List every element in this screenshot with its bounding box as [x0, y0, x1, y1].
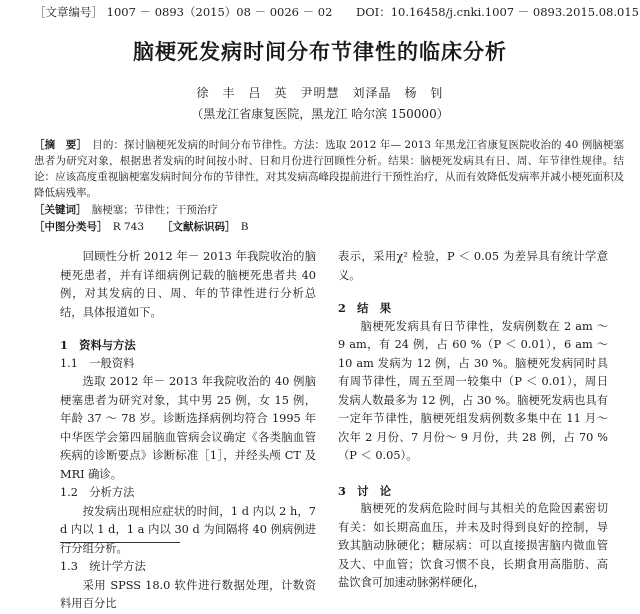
section-1-2-paragraph: 按发病出现相应症状的时间，1 d 内以 2 h，7 d 内以 1 d，1 a 内以 30 d 为间隔将 40 例病例进行分组分析。 [60, 504, 316, 555]
classification [34, 219, 249, 234]
paper-title: 脑梗死发病时间分布节律性的临床分析 [133, 39, 507, 64]
section-1-1-paragraph: 选取 2012 年－ 2013 年我院收治的 40 例脑梗塞患者为研究对象，其中男 25 例，女 15 例，年龄 37 ～ 78 岁。诊断选择病例均符合 1995 年中华医学会第四届脑血管病会议确定《各类脑血管疾病的诊断要点》诊断标准［1］，并经头颅 CT 及 MRI 确诊。 [60, 375, 316, 481]
clc-label: ［中图分类号］ [34, 221, 103, 233]
right-column [338, 248, 608, 593]
section-3-heading: 3 讨 论 [338, 483, 392, 498]
keywords-label: ［关键词］ [34, 204, 82, 216]
section-1-heading: 1 资料与方法 [60, 338, 136, 352]
abstract [34, 137, 624, 201]
affiliation: （黑龙江省康复医院，黑龙江 哈尔滨 150000） [191, 107, 449, 121]
keywords-text: 脑梗塞；节律性；干预治疗 [81, 204, 218, 216]
abstract-label: ［摘 要］ [34, 139, 82, 151]
section-2-heading: 2 结 果 [338, 301, 392, 315]
intro-paragraph: 回顾性分析 2012 年－ 2013 年我院收治的脑梗死患者，并有详细病例记载的脑梗死患者共 40 例，对其发病的日、周、年的节律性进行分析总结，具体报道如下。 [60, 250, 316, 319]
clc-value: R 743 [102, 221, 145, 233]
doc-code-label: ［文献标识码］ [162, 221, 231, 233]
article-number: ［文章编号］ 1007 － 0893（2015）08 － 0026 － 02 [34, 5, 333, 19]
section-1-3-heading: 1.3 统计学方法 [60, 560, 146, 573]
doi: DOI：10.16458/j.cnki.1007 － 0893.2015.08.015 [356, 5, 639, 19]
section-1-3-paragraph: 采用 SPSS 18.0 软件进行数据处理，计数资料用百分比 [60, 578, 316, 610]
stats-continuation: 表示，采用χ² 检验，P ＜ 0.05 为差异具有统计学意义。 [338, 250, 608, 282]
left-column [60, 248, 316, 614]
results-paragraph: 脑梗死发病具有日节律性，发病例数在 2 am ～ 9 am，有 24 例，占 60 %（P ＜ 0.01），6 am ～ 10 am 发病为 12 例，占 30 %。脑梗死发病同时具有周节律性，周五至周一较集中（P ＜ 0.01），周日发病人数最多为 12 例，占 30 %。脑梗死发病也具有一定年节律性，脑梗死组发病例数多集中在 11 月～次年 2 月份、7 月份～ 9 月份，共 28 例，占 70 %（P ＜ 0.05）。 [338, 319, 608, 462]
keywords [34, 202, 218, 217]
authors: 徐 丰 吕 英 尹明慧 刘泽晶 杨 钊 [196, 86, 444, 100]
section-1-1-heading: 1.1 一般资料 [60, 356, 135, 370]
discussion-paragraph: 脑梗死的发病危险时间与其相关的危险因素密切有关：如长期高血压，并未及时得到良好的控制，导致其脑动脉硬化；糖尿病：可以直接损害脑内微血管及大、中血管；饮食习惯不良，长期食用高脂肪、高盐饮食可加速动脉粥样硬化， [338, 502, 608, 589]
section-1-2-heading: 1.2 分析方法 [60, 486, 135, 499]
doc-code-value: B [230, 221, 249, 233]
footnote-rule [60, 542, 180, 543]
abstract-text: 目的：探讨脑梗死发病的时间分布节律性。方法：选取 2012 年— 2013 年黑龙江省康复医院收治的 40 例脑梗塞患者为研究对象，根据患者发病的时间按小时、日和月份进行回顾性分析。结果：脑梗死发病具有日、周、年节律性规律。结论：应该高度重视脑梗塞发病时间分布的节律性，对其发病高峰段提前进行干预性治疗，从而有效降低发病率并减小梗死面积及降低病残率。 [34, 139, 625, 199]
